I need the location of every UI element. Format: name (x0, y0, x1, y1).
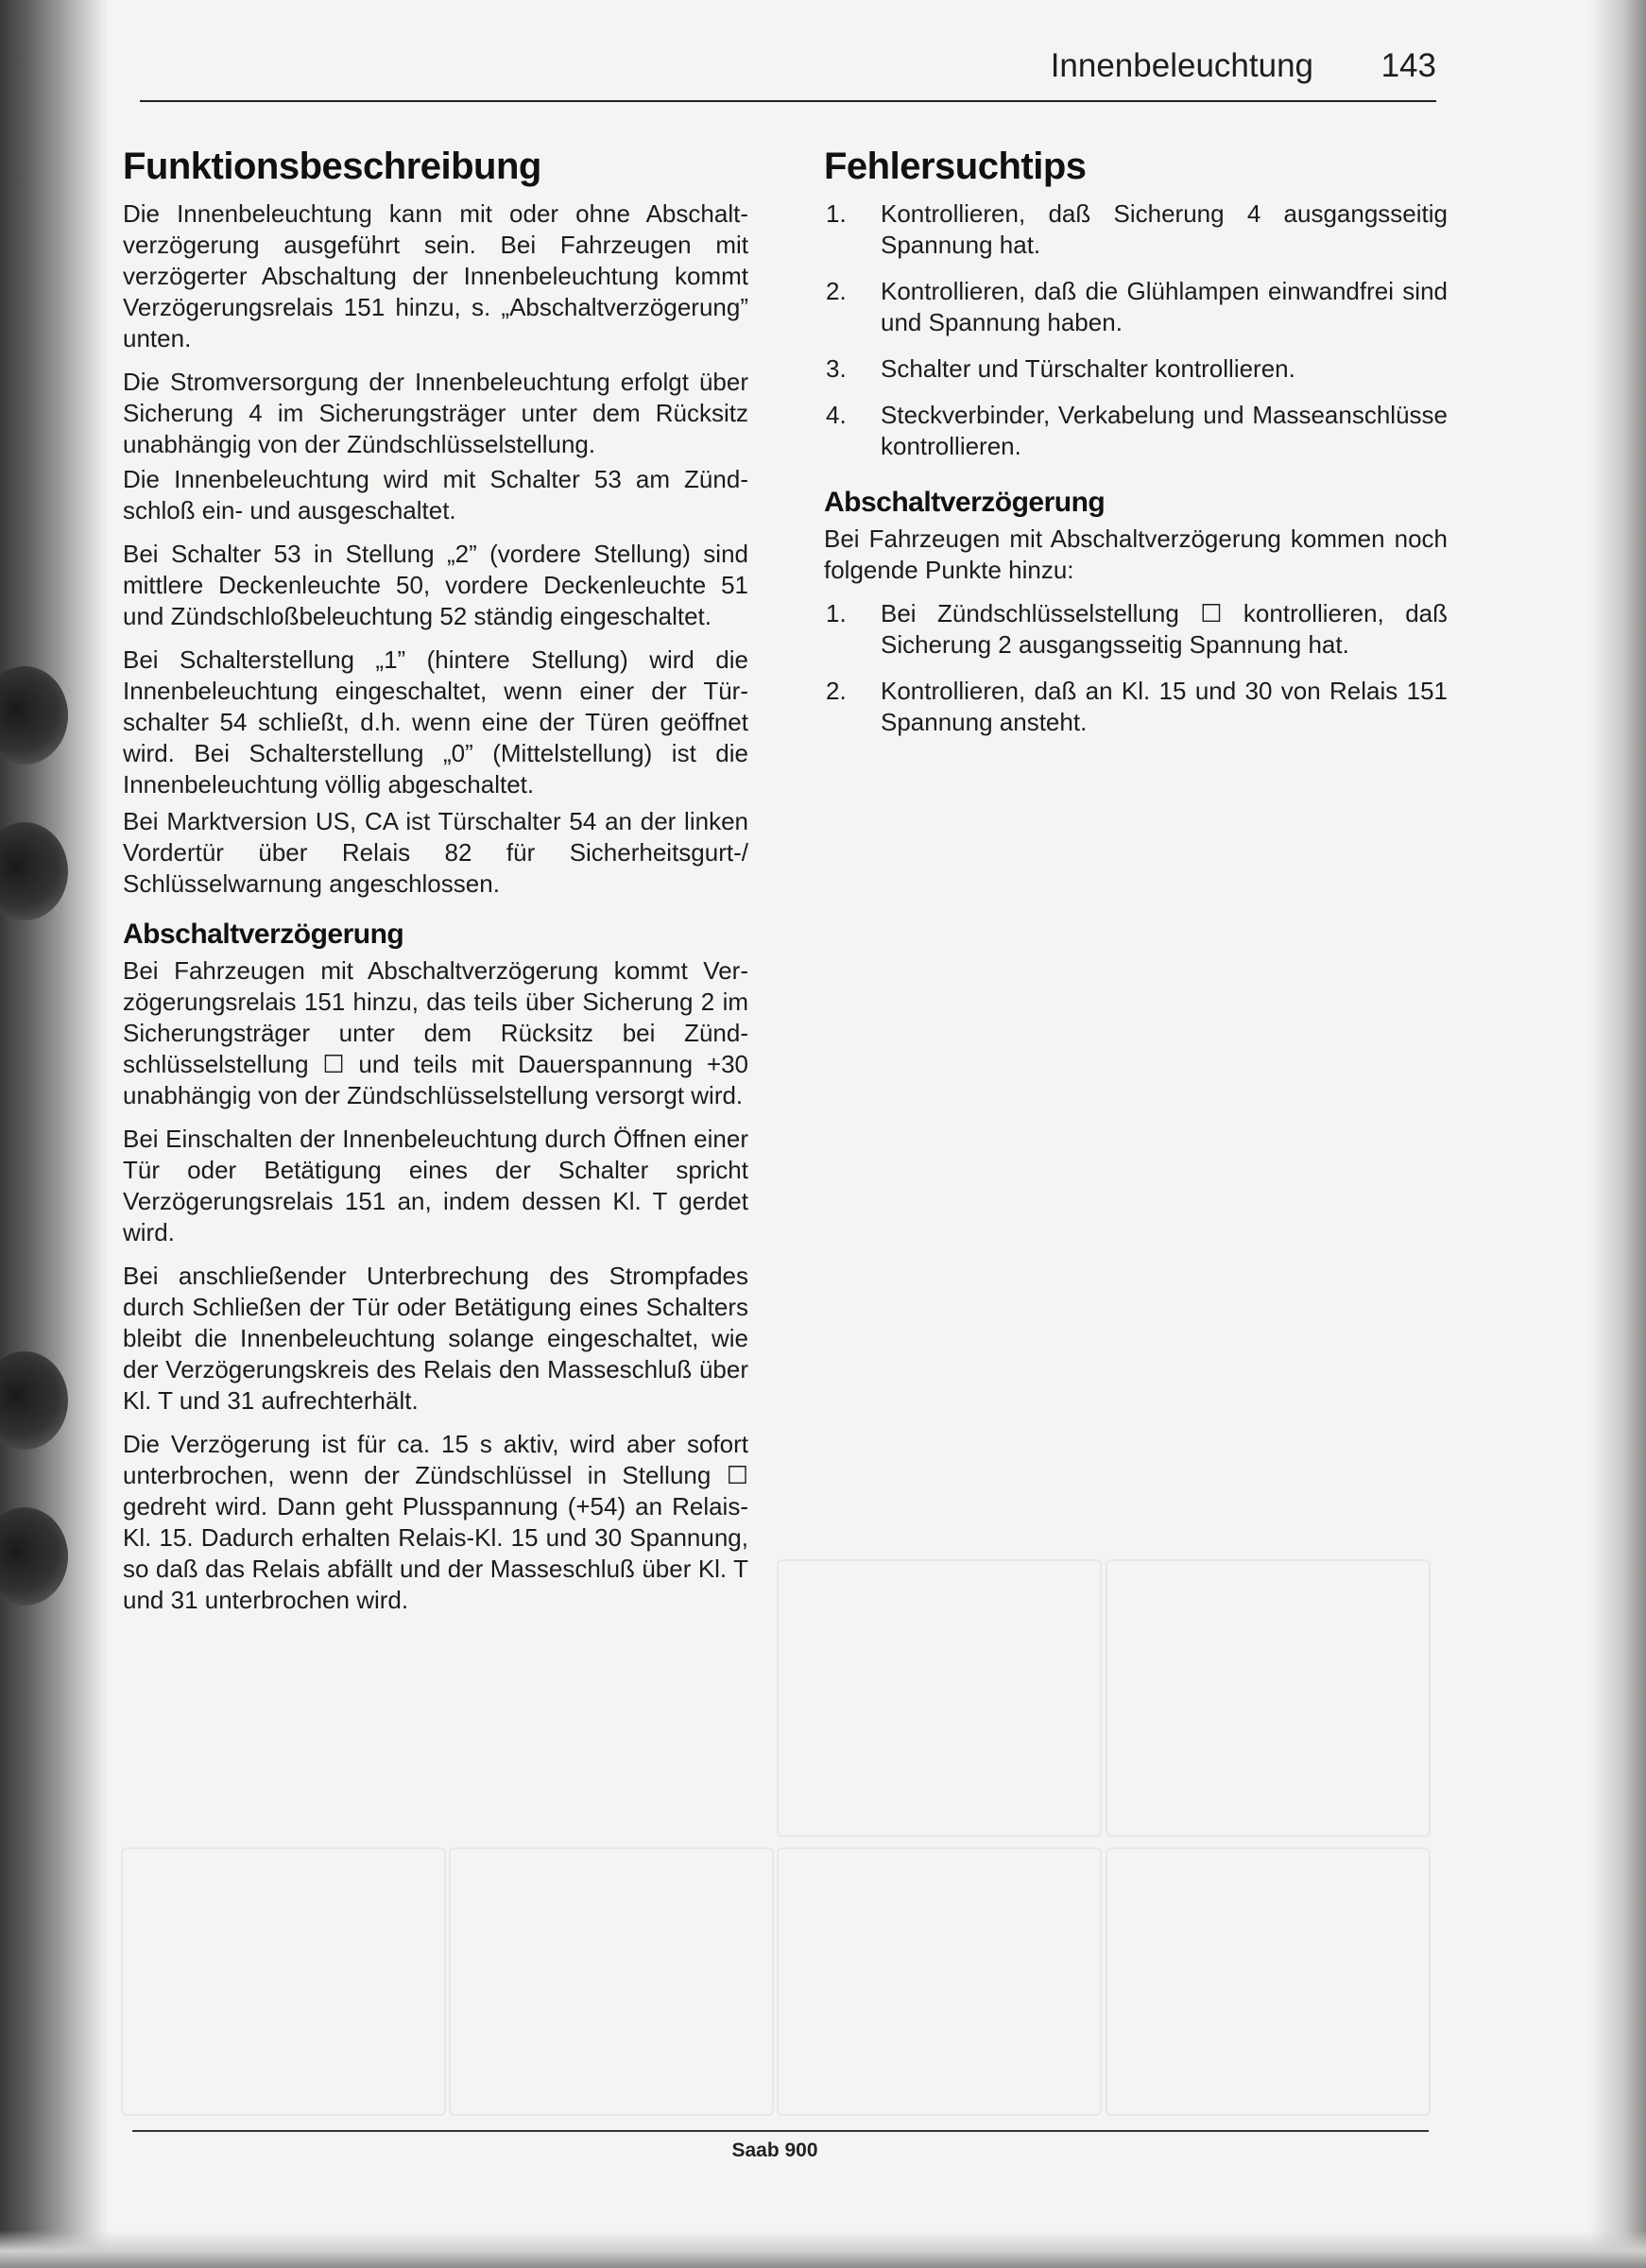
page-edge-shadow (1589, 0, 1646, 2268)
list-item: 2. Kontrollieren, daß an Kl. 15 und 30 von Relais 151 Spannung ansteht. (826, 677, 1448, 736)
list-item: 4. Steckverbinder, Verkabelung und Masseanschlüsse kontrollieren. (826, 401, 1448, 460)
paragraph: Bei Schalterstellung „1” (hintere Stellung) wird die Innenbeleuchtung eingeschaltet, wenn einer der Türschalter 54 schließt, d.h. wenn eine der Türen geöffnet wird. Bei Schalterstellung „0” (Mittelstellung) ist die Innenbeleuchtung völlig abgeschaltet. (123, 645, 748, 799)
show-through-box (1106, 1847, 1431, 2116)
footer-rule (132, 2130, 1429, 2132)
footer-model: Saab 900 (731, 2139, 818, 2161)
paragraph: Bei Einschalten der Innenbeleuchtung durch Öffnen einer Tür oder Betätigung eines der Schalter spricht Verzögerungsrelais 151 an, indem dessen Kl. T gerdet wird. (123, 1125, 748, 1246)
show-through-box (777, 1847, 1102, 2116)
left-column (123, 140, 748, 1628)
right-column (824, 140, 1448, 753)
show-through-box (121, 1847, 446, 2116)
show-through-box (449, 1847, 774, 2116)
paragraph: Bei Fahrzeugen mit Abschaltverzögerung kommt Verzögerungsrelais 151 hinzu, das teils über Sicherung 2 im Sicherungsträger unter dem Rücksitz bei Zündschlüsselstellung ☐ und teils mit Dauerspannung +30 unabhängig von der Zündschlüsselstellung versorgt wird. (123, 956, 748, 1109)
binder-edge-shadow (0, 0, 109, 2268)
troubleshooting-list (824, 198, 1448, 462)
show-through-box (777, 1559, 1102, 1837)
page-header (140, 45, 1436, 102)
paragraph: Bei Schalter 53 in Stellung „2” (vordere Stellung) sind mittlere Deckenleuchte 50, vordere Deckenleuchte 51 und Zündschloßbeleuchtung 52 ständig eingeschaltet. (123, 540, 748, 630)
list-item: 2. Kontrollieren, daß die Glühlampen einwandfrei sind und Spannung haben. (826, 277, 1448, 336)
section-title: Innenbeleuchtung (1050, 47, 1313, 84)
paragraph: Die Innenbeleuchtung wird mit Schalter 53 am Zündschloß ein- und ausgeschaltet. (123, 465, 748, 524)
delay-subheading: Abschaltverzögerung (123, 919, 404, 950)
delay-subheading: Abschaltverzögerung (824, 487, 1106, 518)
page-bottom-shadow (0, 2230, 1646, 2268)
paragraph: Die Innenbeleuchtung kann mit oder ohne Abschaltverzögerung ausgeführt sein. Bei Fahrzeugen mit verzögerter Abschaltung der Innenbeleuchtung kommt Verzögerungsrelais 151 hinzu, s. „Abschaltverzögerung” unten. (123, 199, 748, 352)
function-description-heading: Funktionsbeschreibung (123, 146, 541, 187)
list-item: 1. Kontrollieren, daß Sicherung 4 ausgangsseitig Spannung hat. (826, 199, 1448, 259)
intro-paragraph: Bei Fahrzeugen mit Abschaltverzögerung kommen noch folgende Punkte hinzu: (824, 524, 1448, 584)
delay-check-list (824, 598, 1448, 738)
paragraph: Die Stromversorgung der Innenbeleuchtung erfolgt über Sicherung 4 im Sicherungsträger unter dem Rücksitz unabhängig von der Zündschlüsselstellung. (123, 368, 748, 458)
paragraph: Bei Marktversion US, CA ist Türschalter 54 an der linken Vordertür über Relais 82 für Sicherheitsgurt-/ Schlüsselwarnung angeschlossen. (123, 807, 748, 898)
show-through-box (1106, 1559, 1431, 1837)
list-item: 1. Bei Zündschlüsselstellung ☐ kontrollieren, daß Sicherung 2 ausgangsseitig Spannung hat. (826, 599, 1448, 659)
list-item: 3. Schalter und Türschalter kontrollieren. (826, 354, 1295, 383)
page-number: 143 (1380, 47, 1436, 84)
troubleshooting-heading: Fehlersuchtips (824, 146, 1087, 187)
paragraph: Die Verzögerung ist für ca. 15 s aktiv, wird aber sofort unterbrochen, wenn der Zündschlüssel in Stellung ☐ gedreht wird. Dann geht Plusspannung (+54) an Relais-Kl. 15. Dadurch erhalten Relais-Kl. 15 und 30 Spannung, so daß das Relais abfällt und der Masseschluß über Kl. T und 31 unterbrochen wird. (123, 1430, 748, 1614)
paragraph: Bei anschließender Unterbrechung des Strompfades durch Schließen der Tür oder Betätigung eines Schalters bleibt die Innenbeleuchtung solange eingeschaltet, wie der Verzögerungskreis des Relais den Masseschluß über Kl. T und 31 aufrechterhält. (123, 1262, 748, 1415)
